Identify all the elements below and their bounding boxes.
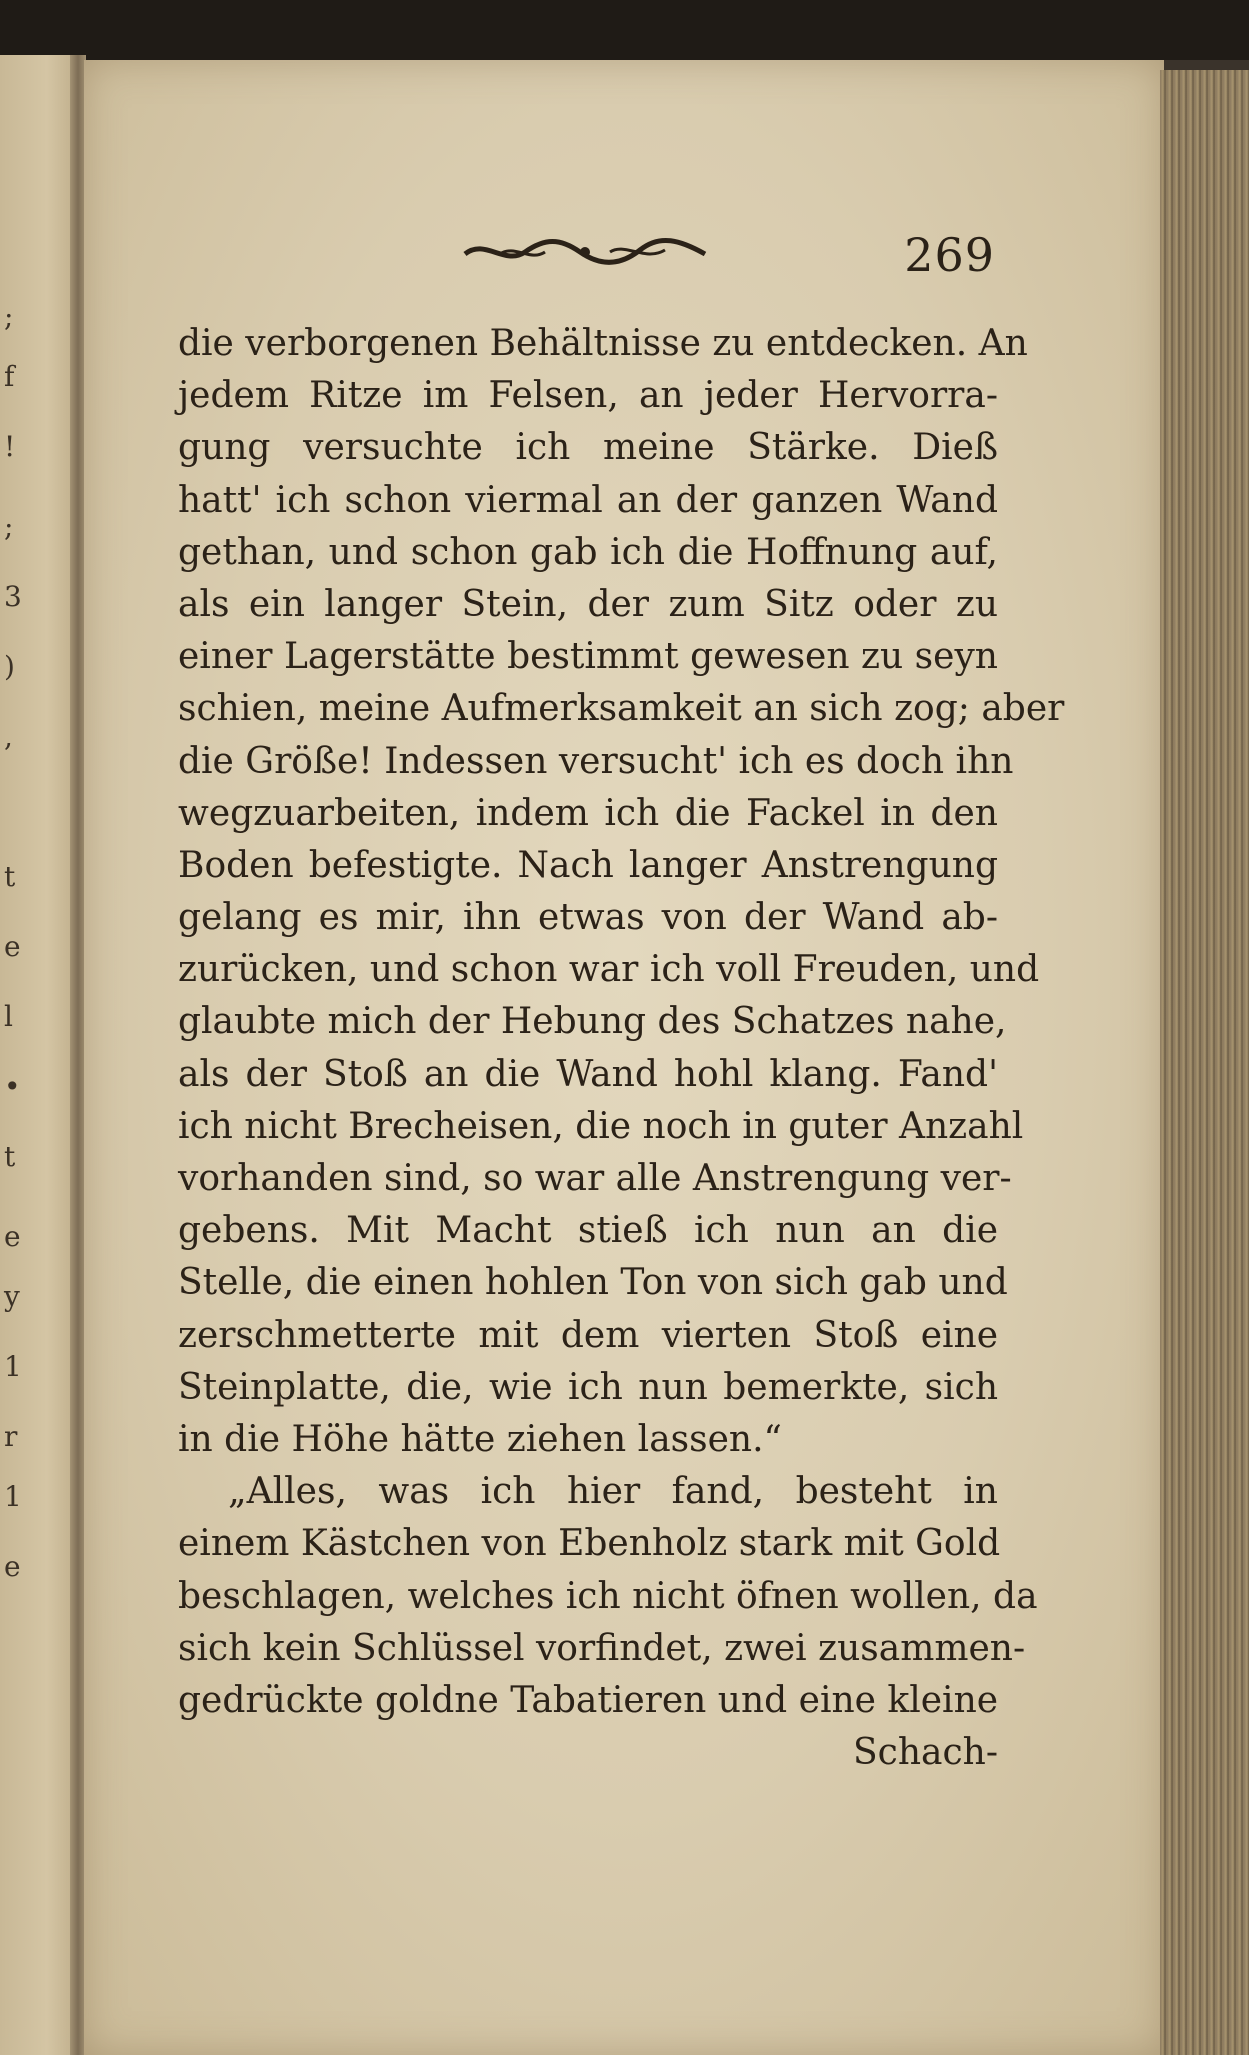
text-line: einer Lagerstätte bestimmt gewesen zu seyn — [178, 636, 998, 678]
text-line: glaubte mich der Hebung des Schatzes nahe, — [178, 1001, 1007, 1043]
margin-fragment: y — [4, 1280, 20, 1313]
text-line: die verborgenen Behältnisse zu entdecken. An — [178, 323, 1028, 364]
text-line: Boden befestigte. Nach langer Anstrengung — [178, 844, 998, 886]
scan-top-border — [0, 0, 1249, 60]
text-line: als der Stoß an die Wand hohl klang. Fand' — [178, 1053, 998, 1095]
text-line: gebens. Mit Macht stieß ich nun an die — [178, 1210, 998, 1252]
text-line: zerschmetterte mit dem vierten Stoß eine — [178, 1314, 998, 1356]
text-line: hatt' ich schon viermal an der ganzen Wand — [178, 479, 998, 521]
text-line-paragraph-end: in die Höhe hätte ziehen lassen.“ — [178, 1418, 782, 1460]
text-line: gung versuchte ich meine Stärke. Dieß — [178, 427, 998, 469]
text-line: sich kein Schlüssel vorfindet, zwei zusammen- — [178, 1627, 1026, 1669]
text-line: als ein langer Stein, der zum Sitz oder zu — [178, 583, 998, 625]
text-line: zurücken, und schon war ich voll Freuden, und — [178, 949, 1040, 991]
margin-fragment: ; — [4, 510, 14, 543]
catchword: Schach- — [853, 1732, 998, 1774]
margin-fragment: • — [4, 1070, 21, 1103]
margin-fragment: 3 — [4, 580, 22, 613]
text-line: die Größe! Indessen versucht' ich es doch ihn — [178, 740, 1014, 782]
margin-fragment: l — [4, 1000, 13, 1033]
page-stack-edges — [1160, 70, 1249, 2055]
text-line: jedem Ritze im Felsen, an jeder Hervorra- — [178, 375, 998, 417]
margin-fragment: t — [4, 1140, 16, 1173]
text-line: gedrückte goldne Tabatieren und eine kleine — [178, 1679, 999, 1721]
text-line: einem Kästchen von Ebenholz stark mit Gold — [178, 1523, 1001, 1565]
running-header — [175, 228, 1015, 288]
left-page-margin-fragments — [0, 300, 24, 1900]
margin-fragment: 1 — [4, 1350, 22, 1383]
text-line: gelang es mir, ihn etwas von der Wand ab- — [178, 897, 998, 939]
margin-fragment: e — [4, 1550, 21, 1583]
page-number: 269 — [904, 228, 995, 282]
margin-fragment: e — [4, 930, 21, 963]
margin-fragment: f — [4, 360, 15, 393]
text-line: vorhanden sind, so war alle Anstrengung ver- — [178, 1158, 1012, 1199]
margin-fragment: , — [4, 720, 13, 753]
margin-fragment: ! — [4, 430, 16, 463]
margin-fragment: 1 — [4, 1480, 22, 1513]
text-line: schien, meine Aufmerksamkeit an sich zog; aber — [178, 688, 1065, 730]
margin-fragment: t — [4, 860, 16, 893]
body-text — [178, 318, 1065, 1779]
text-line: ich nicht Brecheisen, die noch in guter Anzahl — [178, 1105, 1024, 1147]
margin-fragment: ) — [4, 650, 15, 683]
margin-fragment: ; — [4, 300, 14, 333]
text-line: gethan, und schon gab ich die Hoffnung auf, — [178, 531, 998, 573]
ornament-icon — [460, 234, 710, 270]
text-line: wegzuarbeiten, indem ich die Fackel in den — [178, 792, 998, 834]
text-line: Stelle, die einen hohlen Ton von sich gab und — [178, 1262, 1008, 1304]
margin-fragment: r — [4, 1420, 18, 1453]
margin-fragment: e — [4, 1220, 21, 1253]
text-line-paragraph-start: „Alles, was ich hier fand, besteht in — [228, 1471, 998, 1513]
text-line: beschlagen, welches ich nicht öfnen wollen, da — [178, 1575, 1038, 1617]
text-line: Steinplatte, die, wie ich nun bemerkte, sich — [178, 1366, 998, 1408]
